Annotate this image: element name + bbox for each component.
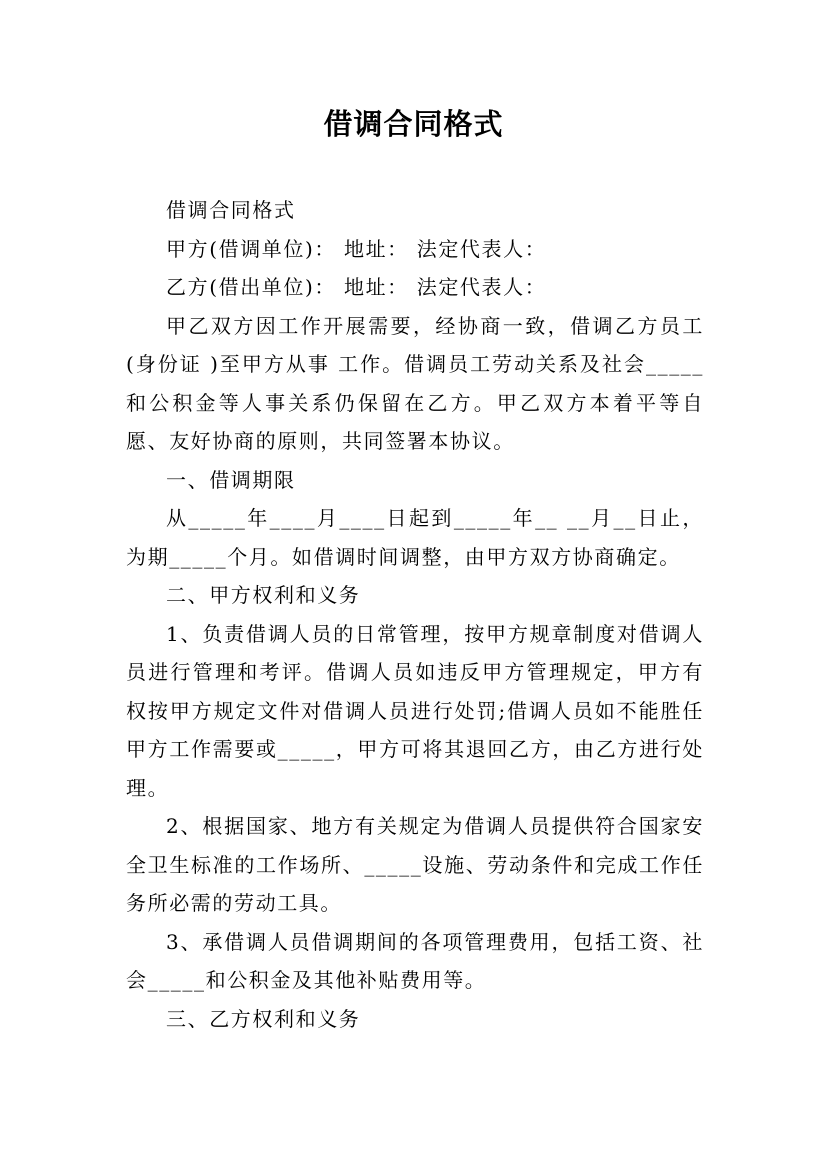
document-title: 借调合同格式 — [323, 107, 504, 141]
subtitle-line: 借调合同格式 — [166, 198, 296, 222]
party-a-line: 甲方(借调单位)： 地址： 法定代表人： — [166, 236, 547, 261]
term-paragraph: 从_____年____月____日起到_____年__ __月__日止，为期_____个月。如借调时间调整，由甲方双方协商确定。 — [126, 506, 704, 569]
party-a-clause-2: 2、根据国家、地方有关规定为借调人员提供符合国家安全卫生标准的工作场所、_____设施、劳动条件和完成工作任务所必需的劳动工具。 — [126, 814, 704, 915]
document-body — [126, 191, 704, 1038]
intro-paragraph: 甲乙双方因工作开展需要，经协商一致，借调乙方员工(身份证 )至甲方从事 工作。借调员工劳动关系及社会_____和公积金等人事关系仍保留在乙方。甲乙双方本着平等自愿、友好协商的原则，共同签署本协议。 — [126, 313, 704, 453]
party-b-line: 乙方(借出单位)： 地址： 法定代表人： — [166, 275, 547, 299]
section-heading-term: 一、借调期限 — [166, 467, 296, 492]
section-heading-party-b: 三、乙方权利和义务 — [166, 1006, 361, 1031]
party-a-clause-1: 1、负责借调人员的日常管理，按甲方规章制度对借调人员进行管理和考评。借调人员如违反甲方管理规定，甲方有权按甲方规定文件对借调人员进行处罚;借调人员如不能胜任甲方工作需要或_____，甲方可将其退回乙方，由乙方进行处理。 — [126, 621, 704, 800]
section-heading-party-a: 二、甲方权利和义务 — [166, 583, 361, 607]
party-a-clause-3: 3、承借调人员借调期间的各项管理费用，包括工资、社会_____和公积金及其他补贴费用等。 — [126, 929, 704, 992]
